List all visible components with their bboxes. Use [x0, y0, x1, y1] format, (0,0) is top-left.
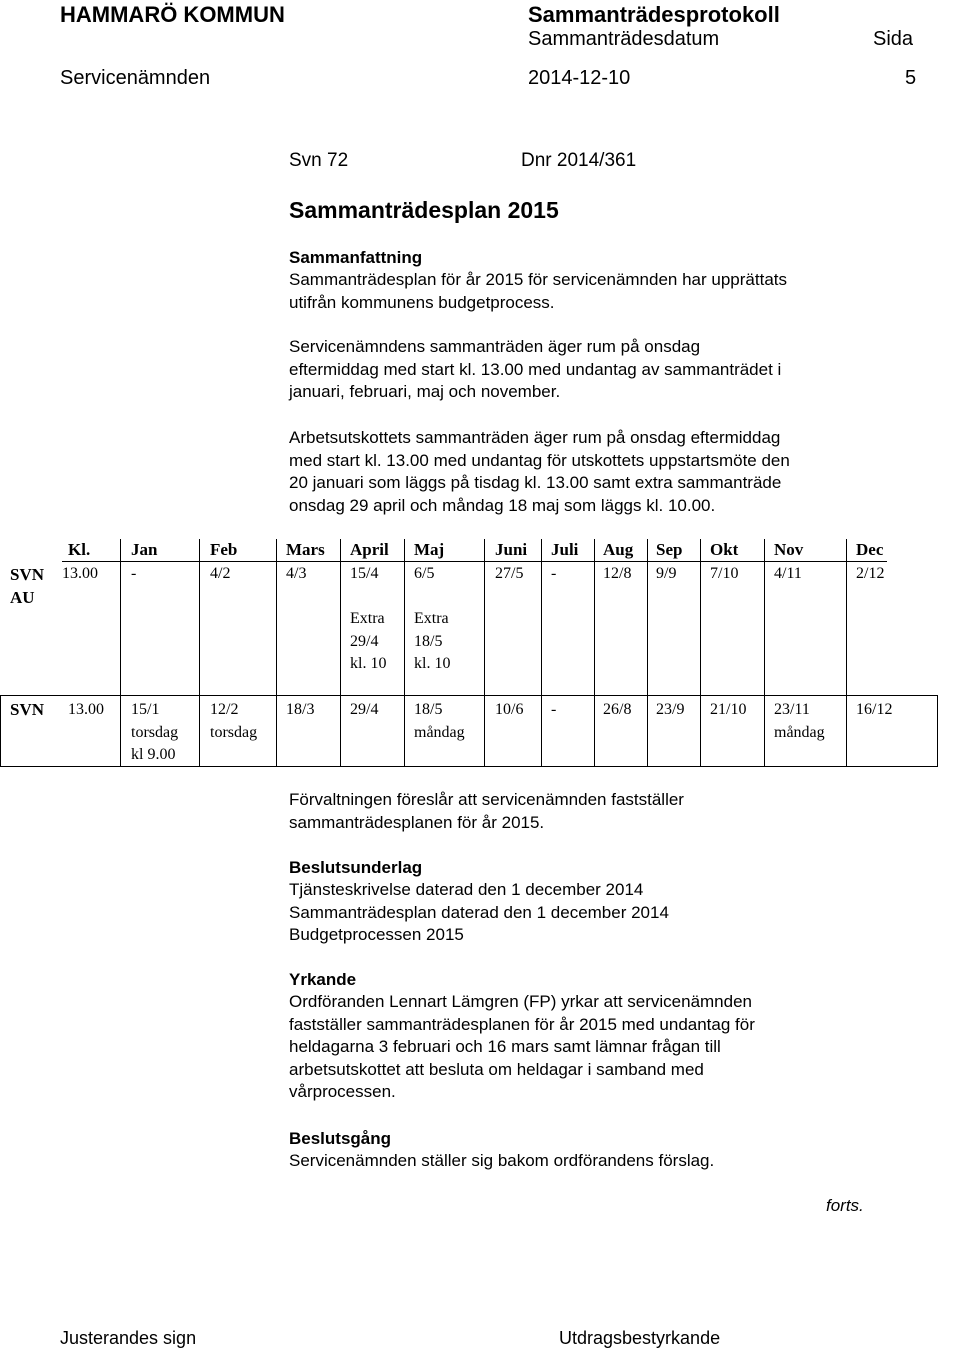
column-divider — [484, 539, 485, 767]
meeting-date: 2014-12-10 — [528, 67, 631, 89]
text-line: arbetsutskottet att besluta om heldagar i samband med — [289, 1059, 704, 1079]
text-line: eftermiddag med start kl. 13.00 med undantag av sammanträdet i — [289, 359, 782, 379]
column-divider — [340, 539, 341, 767]
column-divider — [276, 539, 277, 767]
row-label-svn: SVN — [10, 700, 45, 719]
header-juni: Juni — [495, 540, 528, 559]
header-dec: Dec — [856, 540, 884, 559]
proposal-paragraph — [289, 789, 929, 834]
row-divider — [0, 695, 938, 696]
au-kl: 13.00 — [62, 565, 98, 582]
summary-paragraph-3 — [289, 427, 929, 517]
header-juli: Juli — [551, 540, 579, 559]
text-line: Förvaltningen föreslår att servicenämnden fastställer — [289, 790, 684, 809]
header-sep: Sep — [656, 540, 683, 559]
text-line: heldagarna 3 februari och 16 mars samt lämnar frågan till — [289, 1037, 721, 1056]
header-kl: Kl. — [68, 540, 91, 559]
text-line: 20 januari som läggs på tisdag kl. 13.00 samt extra sammanträde — [289, 473, 782, 492]
footer-certification-label: Utdragsbestyrkande — [559, 1328, 721, 1348]
decision-heading: Beslutsgång — [289, 1129, 392, 1148]
continued-note: forts. — [826, 1196, 864, 1215]
svn-kl: 13.00 — [68, 701, 104, 718]
basis-item: Sammanträdesplan daterad den 1 december 2014 — [289, 902, 669, 922]
page-number: 5 — [905, 67, 917, 89]
basis-item: Budgetprocessen 2015 — [289, 925, 464, 944]
au-juni: 27/5 — [495, 565, 524, 582]
summary-paragraph-2 — [289, 336, 929, 404]
text-line: Arbetsutskottets sammanträden äger rum på onsdag eftermiddag — [289, 428, 781, 447]
header-jan: Jan — [131, 540, 158, 559]
column-divider — [541, 539, 542, 767]
au-aug: 12/8 — [603, 565, 632, 582]
footer-signature-label: Justerandes sign — [60, 1328, 197, 1348]
text-line: januari, februari, maj och november. — [289, 382, 561, 401]
header-april: April — [350, 540, 389, 559]
table-left-border — [0, 695, 1, 767]
table-right-border — [937, 695, 938, 767]
basis-heading: Beslutsunderlag — [289, 858, 423, 877]
svn-juli: - — [551, 701, 557, 718]
svn-april: 29/4 — [350, 701, 379, 718]
text-line: Servicenämndens sammanträden äger rum på onsdag — [289, 337, 701, 356]
au-jan: - — [131, 565, 137, 582]
column-divider — [700, 539, 701, 767]
row-label-svn-au: SVN AU — [10, 565, 45, 607]
case-dnr: Dnr 2014/361 — [521, 150, 637, 171]
case-number: Svn 72 — [289, 150, 349, 171]
header-maj: Maj — [414, 540, 445, 559]
svn-juni: 10/6 — [495, 701, 524, 718]
column-divider — [404, 539, 405, 767]
decision-text: Servicenämnden ställer sig bakom ordförandens förslag. — [289, 1151, 715, 1170]
header-okt: Okt — [710, 540, 739, 559]
svn-okt: 21/10 — [710, 701, 747, 718]
summary-heading: Sammanfattning — [289, 248, 423, 267]
au-dec: 2/12 — [856, 565, 885, 582]
au-feb: 4/2 — [210, 565, 231, 582]
text-line: med start kl. 13.00 med undantag för utskottets uppstartsmöte den — [289, 450, 790, 470]
column-divider — [594, 539, 595, 767]
header-feb: Feb — [210, 540, 238, 559]
page-label: Sida — [873, 28, 914, 50]
committee-name: Servicenämnden — [60, 67, 211, 89]
text-line: utifrån kommunens budgetprocess. — [289, 292, 555, 312]
column-divider — [199, 539, 200, 767]
au-juli: - — [551, 565, 557, 582]
text-line: Ordföranden Lennart Lämgren (FP) yrkar att servicenämnden — [289, 992, 753, 1011]
au-sep: 9/9 — [656, 565, 677, 582]
basis-item: Tjänsteskrivelse daterad den 1 december 2014 — [289, 880, 644, 899]
summary-paragraph-1 — [289, 269, 929, 314]
svn-aug: 26/8 — [603, 701, 632, 718]
text-line: vårprocessen. — [289, 1082, 396, 1101]
column-divider — [120, 539, 121, 767]
au-mars: 4/3 — [286, 565, 307, 582]
au-nov: 4/11 — [774, 565, 802, 582]
date-label: Sammanträdesdatum — [528, 28, 720, 50]
text-line: sammanträdesplanen för år 2015. — [289, 812, 545, 832]
header-nov: Nov — [774, 540, 804, 559]
column-divider — [764, 539, 765, 767]
motion-paragraph — [289, 991, 929, 1104]
svn-sep: 23/9 — [656, 701, 685, 718]
text-line: fastställer sammanträdesplanen för år 2015 med undantag för — [289, 1014, 755, 1034]
basis-list — [289, 879, 929, 947]
svn-dec: 16/12 — [856, 701, 893, 718]
au-april: 15/4 Extra 29/4 kl. 10 — [350, 565, 387, 672]
motion-heading: Yrkande — [289, 970, 357, 989]
column-divider — [846, 539, 847, 767]
svn-jan: 15/1 torsdag kl 9.00 — [131, 701, 179, 763]
page-title: Sammanträdesplan 2015 — [289, 197, 559, 223]
text-line: onsdag 29 april och måndag 18 maj som läggs kl. 10.00. — [289, 495, 716, 515]
org-name: HAMMARÖ KOMMUN — [60, 2, 285, 27]
svn-mars: 18/3 — [286, 701, 315, 718]
au-maj: 6/5 Extra 18/5 kl. 10 — [414, 565, 451, 672]
svn-maj: 18/5 måndag — [414, 701, 465, 741]
header-aug: Aug — [603, 540, 634, 559]
text-line: Sammanträdesplan för år 2015 för servicenämnden har upprättats — [289, 270, 787, 289]
meeting-schedule-table — [0, 539, 938, 767]
svn-nov: 23/11 måndag — [774, 701, 825, 741]
header-mars: Mars — [286, 540, 325, 559]
column-divider — [647, 539, 648, 767]
table-bottom-border — [0, 766, 938, 767]
svn-feb: 12/2 torsdag — [210, 701, 258, 741]
document-type: Sammanträdesprotokoll — [528, 2, 780, 27]
au-okt: 7/10 — [710, 565, 739, 582]
